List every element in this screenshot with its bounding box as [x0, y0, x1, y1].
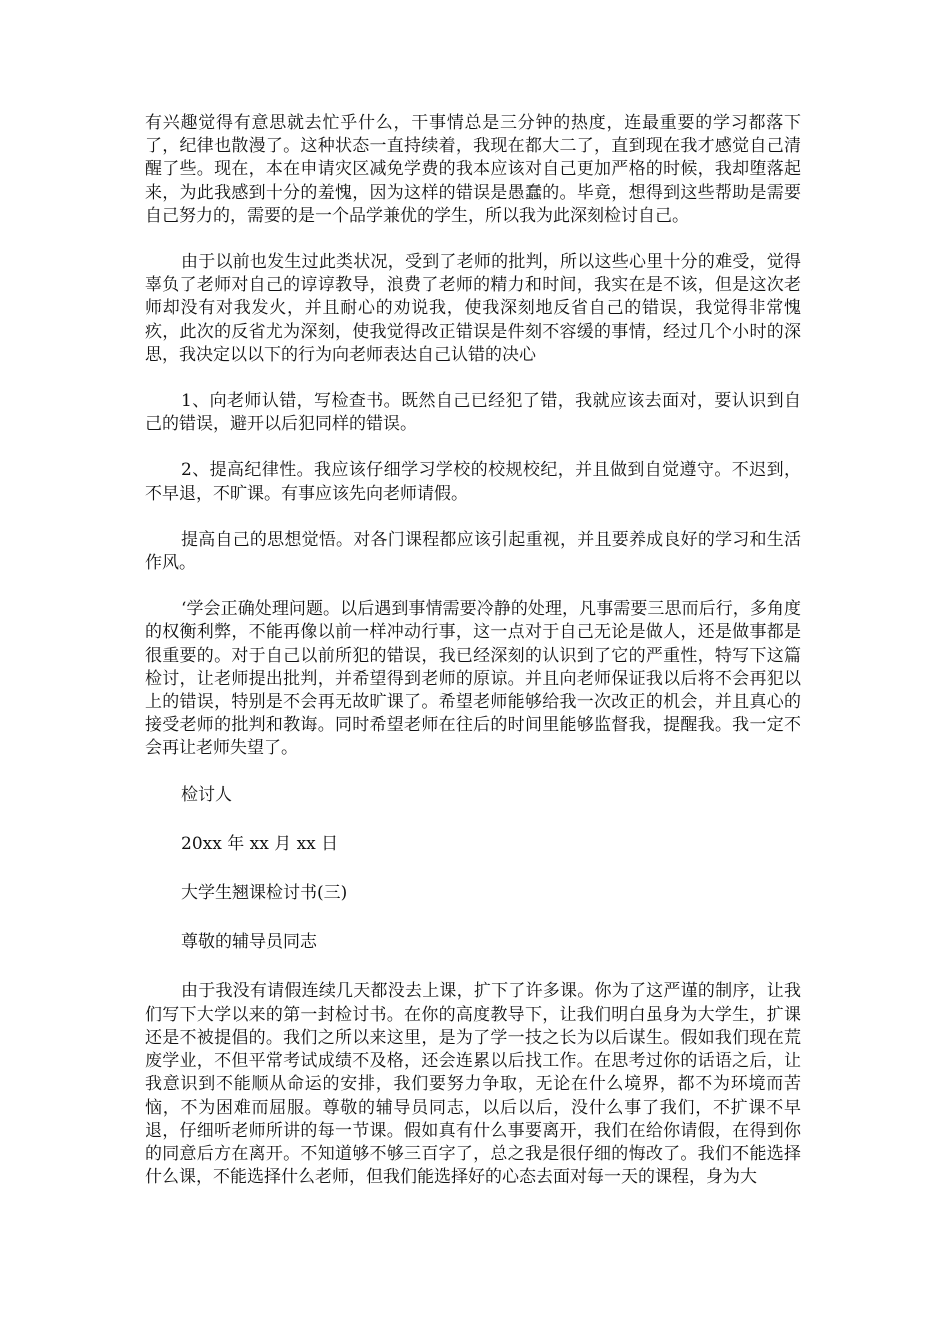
paragraph-5: 由于我没有请假连续几天都没去上课，扩下了许多课。你为了这严谨的制序，让我们写下大学以来的第一封检讨书。在你的高度教导下，让我们明白虽身为大学生，扩课还是不被提倡的。我们之所以来这里，是为了学一技之长为以后谋生。假如我们现在荒废学业，不但平常考试成绩不及格，还会连累以后找工作。在思考过你的话语之后，让我意识到不能顺从命运的安排，我们要努力争取，无论在什么境界，都不为环境而苦恼，不为困难而屈服。尊敬的辅导员同志，以后以后，没什么事了我们，不扩课不早退，仔细听老师所讲的每一节课。假如真有什么事要离开，我们在给你请假，在得到你的同意后方在离开。不知道够不够三百字了，总之我是很仔细的悔改了。我们不能选择什么课，不能选择什么老师，但我们能选择好的心态去面对每一天的课程，身为大	[145, 981, 801, 1188]
section-title: 大学生翘课检讨书(三)	[181, 883, 348, 904]
signature-label: 检讨人	[181, 784, 232, 805]
paragraph-4: ‘学会正确处理问题。以后遇到事情需要冷静的处理，凡事需要三思而后行，多角度的权衡利弊，不能再像以前一样冲动行事，这一点对于自己无论是做人，还是做事都是很重要的。对于自己以前所犯的错误，我已经深刻的认识到了它的严重性，特写下这篇检讨，让老师提出批判，并希望得到老师的原谅。并且向老师保证我以后将不会再犯以上的错误，特别是不会再无故旷课了。希望老师能够给我一次改正的机会，并且真心的接受老师的批判和教诲。同时希望老师在往后的时间里能够监督我，提醒我。我一定不会再让老师失望了。	[145, 599, 801, 759]
date-line: 20xx 年 xx 月 xx 日	[181, 833, 339, 854]
document-body	[145, 112, 801, 1212]
salutation: 尊敬的辅导员同志	[181, 932, 317, 953]
paragraph-3: 提高自己的思想觉悟。对各门课程都应该引起重视，并且要养成良好的学习和生活作风。	[145, 529, 801, 574]
paragraph-1: 有兴趣觉得有意思就去忙乎什么，干事情总是三分钟的热度，连最重要的学习都落下了，纪律也散漫了。这种状态一直持续着，我现在都大二了，直到现在我才感觉自己清醒了些。现在，本在申请灾区减免学费的我本应该对自己更加严格的时候，我却堕落起来，为此我感到十分的羞愧，因为这样的错误是愚蠢的。毕竟，想得到这些帮助是需要自己努力的，需要的是一个品学兼优的学生，所以我为此深刻检讨自己。	[145, 113, 801, 226]
list-item-1: 1、向老师认错，写检查书。既然自己已经犯了错，我就应该去面对，要认识到自己的错误，避开以后犯同样的错误。	[145, 391, 801, 435]
paragraph-2: 由于以前也发生过此类状况，受到了老师的批判，所以这些心里十分的难受，觉得辜负了老师对自己的谆谆教导，浪费了老师的精力和时间，我实在是不该，但是这次老师却没有对我发火，并且耐心的劝说我，使我深刻地反省自己的错误，我觉得非常愧疚，此次的反省尤为深刻，使我觉得改正错误是件刻不容缓的事情，经过几个小时的深思，我决定以以下的行为向老师表达自己认错的决心	[145, 252, 801, 365]
list-item-2: 2、提高纪律性。我应该仔细学习学校的校规校纪，并且做到自觉遵守。不迟到，不早退，不旷课。有事应该先向老师请假。	[145, 460, 801, 504]
